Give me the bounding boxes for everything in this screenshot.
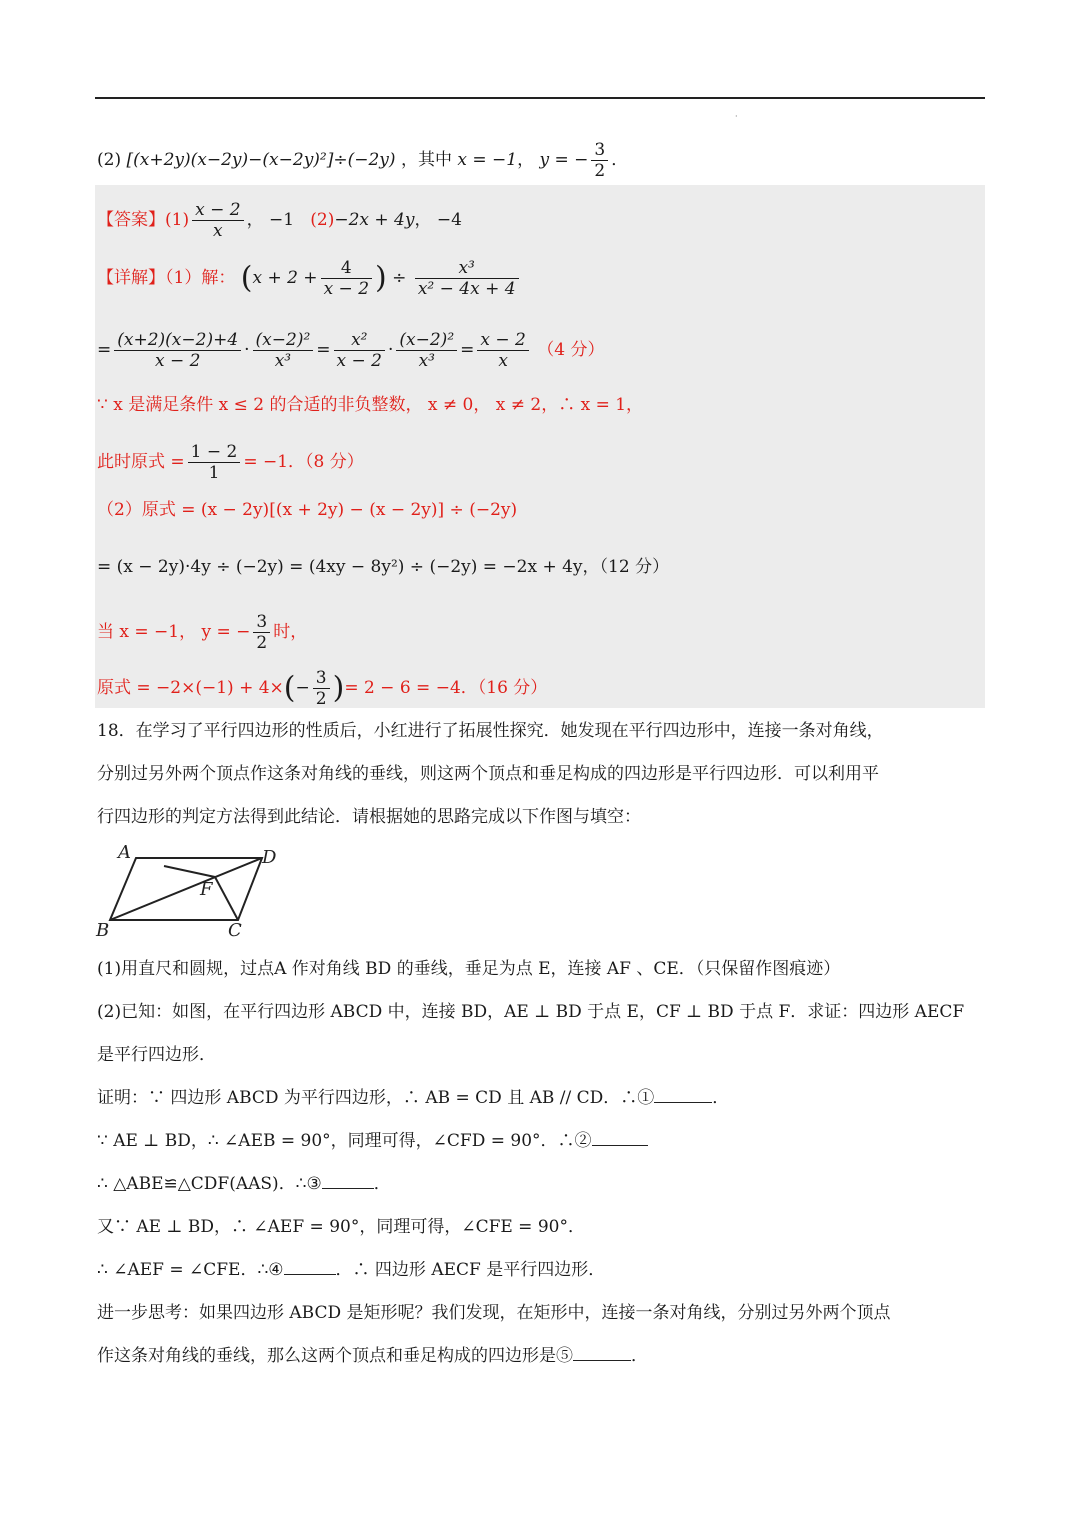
fraction: $\frac{\text{(x−2)²}}{\text{x³}}$ [396,330,457,371]
fraction: $\frac{x - 2}{x}$ [192,200,243,241]
blank-1[interactable] [654,1084,712,1103]
answer-line: 【答案】(1) $\frac{x - 2}{x}$ ， −1 (2)−2x + 4y， −4 [97,200,462,241]
q18-intro: 18．在学习了平行四边形的性质后，小红进行了拓展性探究．她发现在平行四边形中，连接一条对角线， 分别过另外两个顶点作这条对角线的垂线，则这两个顶点和垂足构成的四边形是平行四边形．可以利用平 行四边形的判定方法得到此结论．请根据她的思路完成以下作图与填空： [97,721,884,827]
blank-5[interactable] [573,1342,631,1361]
fraction: $\frac{3}{2}$ [313,668,330,709]
q18-parts: (1)用直尺和圆规，过点A 作对角线 BD 的垂线，垂足为点 E，连接 AF 、CE．（只保留作图痕迹） (2)已知：如图，在平行四边形 ABCD 中，连接 BD，AE ⊥ BD 于点 E，CF ⊥ BD 于点 F．求证：四边形 AECF 是平行四边形． 证明：∵ 四边形 ABCD 为平行四边形，∴ AB = CD 且 AB // CD．∴① ． ∵ AE ⊥ BD，∴ ∠AEB = 90°，同理可得，∠CFD = 90°．∴② ∴ △ABE≌△CDF(AAS)．∴③ ． 又∵ AE ⊥ BD，∴ ∠AEF = 90°，同理可得，∠CFE = 90°． ∴ ∠AEF = ∠CFE．∴④ ．∴ 四边形 AECF 是平行四边形． 进一步思考：如果四边形 ABCD 是矩形呢？我们发现，在矩形中，连接一条对角线，分别过另外两个顶点 作这条对角线的垂线，那么这两个顶点和垂足构成的四边形是⑤ ． [97,948,977,1378]
header-rule [95,97,985,99]
fraction: $\frac{\text{(x−2)²}}{\text{x³}}$ [253,330,314,371]
label-f: F [200,879,213,900]
detail-line-7: 当 x = −1， y = − $\frac{3}{2}$ 时， [97,612,308,653]
fraction: $\frac{4}{x - 2}$ [321,258,372,299]
proof-line-3: ∴ △ABE≌△CDF(AAS)．∴③ ． [97,1163,977,1206]
fraction: $\frac{\text{x²}}{x - 2}$ [334,330,385,371]
blank-2[interactable] [592,1127,648,1146]
label-d: D [262,847,277,868]
stray-dot: · [735,112,738,121]
think-line-2: 作这条对角线的垂线，那么这两个顶点和垂足构成的四边形是⑤ ． [97,1335,977,1378]
detail-line-6: = (x − 2y)·4y ÷ (−2y) = (4xy − 8y²) ÷ (−2y) = −2x + 4y，（12 分） [97,557,670,577]
label-b: B [96,920,110,940]
fraction: $\frac{1 - 2}{1}$ [188,442,241,483]
blank-3[interactable] [322,1170,374,1189]
proof-line-5: ∴ ∠AEF = ∠CFE．∴④ ．∴ 四边形 AECF 是平行四边形． [97,1249,977,1292]
fraction: $\frac{3}{2}$ [253,612,270,653]
proof-line-2: ∵ AE ⊥ BD，∴ ∠AEB = 90°，同理可得，∠CFD = 90°．∴② [97,1120,977,1163]
segment-cf [215,877,238,920]
q17-part2: (2) [(x+2y)(x−2y)−(x−2y)²]÷(−2y) ，其中 x = −1， y = − $\frac{3}{2}$ ． [97,140,629,181]
fraction: $\frac{x - 2}{x}$ [477,330,528,371]
label-a: A [118,842,131,863]
fraction: $\frac{(x+2)(x-2)+4}{x - 2}$ [114,330,241,371]
parallelogram-figure [90,840,300,940]
fraction: $\frac{\text{x³}}{\text{x² − 4x + 4}}$ [415,258,519,299]
detail-line-8: 原式 = −2×(−1) + 4×(− $\frac{3}{2}$ )= 2 − 6 = −4．（16 分） [97,668,548,709]
fraction: $\frac{3}{2}$ [591,140,608,181]
blank-4[interactable] [284,1256,336,1275]
detail-line-5: （2）原式 = (x − 2y)[(x + 2y) − (x − 2y)] ÷ (−2y) [97,500,518,520]
detail-line-3: ∵ x 是满足条件 x ≤ 2 的合适的非负整数， x ≠ 0， x ≠ 2，∴ x = 1， [97,395,644,415]
segment-af [164,866,215,877]
detail-line-2: = $\frac{(x+2)(x-2)+4}{x - 2}$ · $\frac{\text{(x−2)²}}{\text{x³}}$ = $\frac{\text{x²}}{x - 2}$ · $\frac{\text{(x−2)²}}{\text{x³}}$ = $\frac{x - 2}{x}$ （4 分） [97,330,605,371]
label-c: C [228,920,242,940]
detail-line-1: 【详解】（1）解： (x + 2 + $\frac{4}{x - 2}$ ) ÷ $\frac{\text{x³}}{\text{x² − 4x + 4}}$ [97,258,522,299]
proof-line-1: 证明：∵ 四边形 ABCD 为平行四边形，∴ AB = CD 且 AB // CD．∴① ． [97,1077,977,1120]
detail-line-4: 此时原式 = $\frac{1 - 2}{1}$ = −1．（8 分） [97,442,364,483]
